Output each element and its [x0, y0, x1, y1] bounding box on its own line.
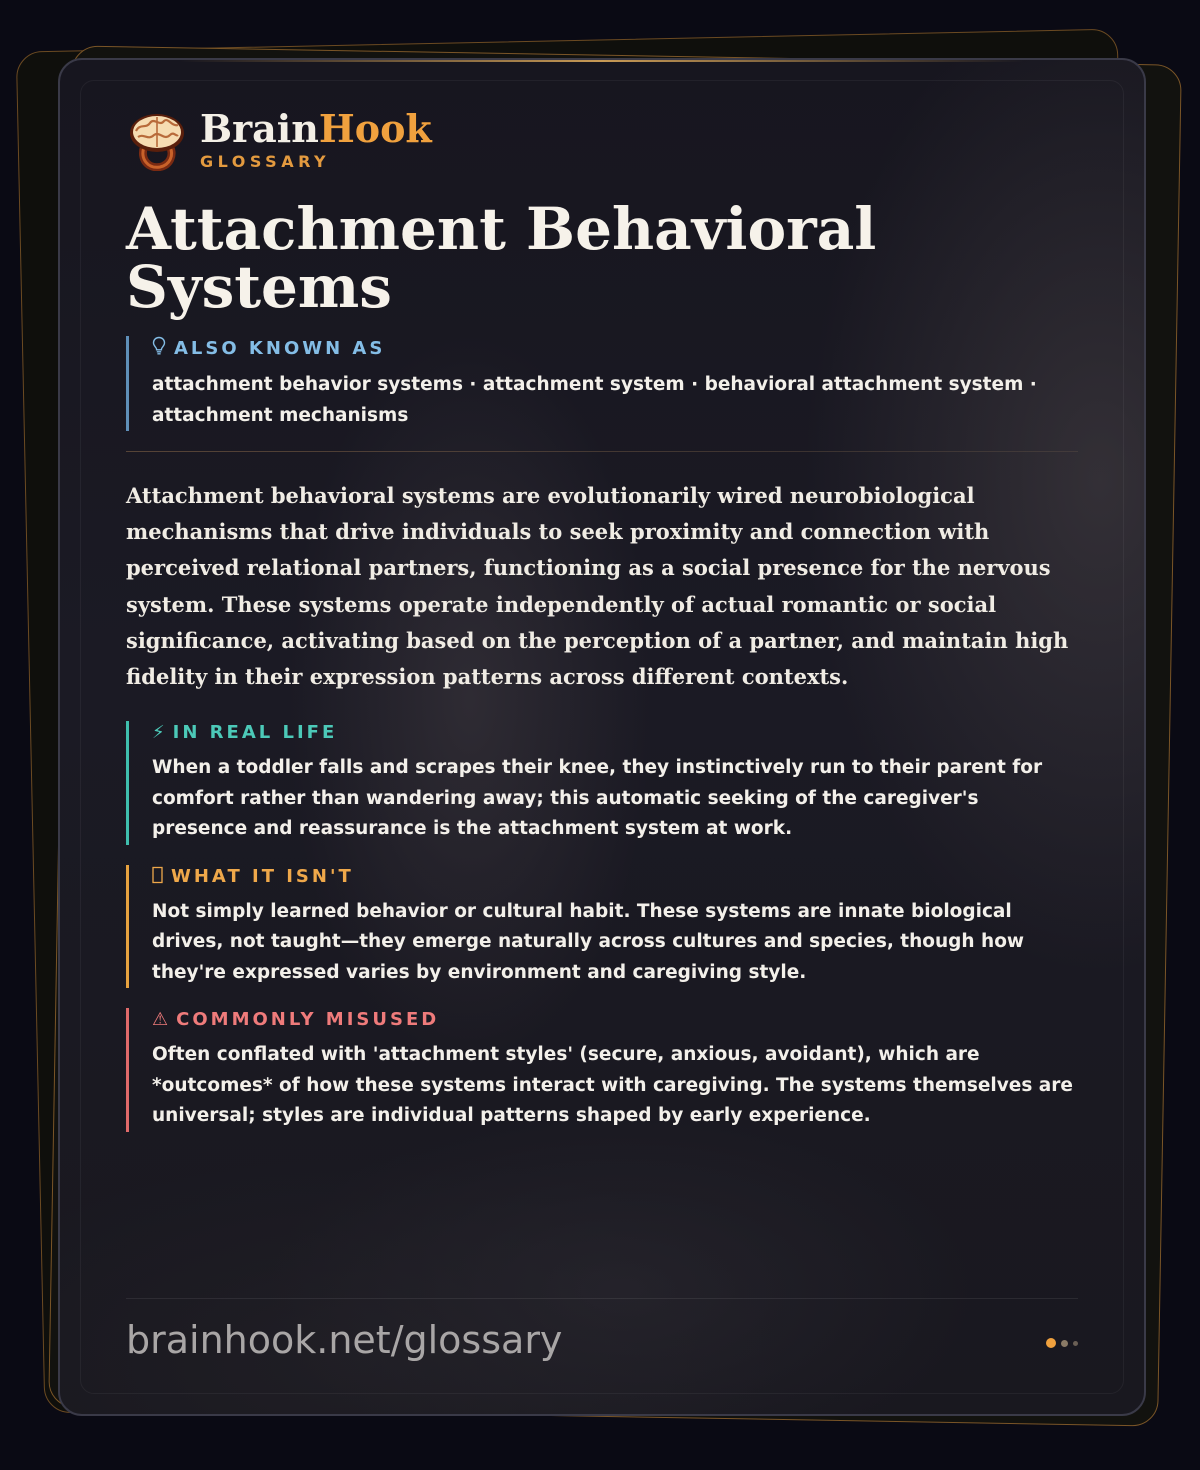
pagination-dot: [1061, 1340, 1068, 1347]
brand-name: [200, 106, 432, 151]
brand-name-part1: Brain: [200, 106, 319, 151]
card-content: [126, 104, 1078, 1132]
commonly-misused-section: [126, 1008, 1078, 1132]
definition-text: Attachment behavioral systems are evolutionarily wired neurobiological mechanisms that drive individuals to seek proximity and connection with perceived relational partners, functioning as a social presence for the nervous system. These systems operate independently of actual romantic or social significance, activating based on the perception of a partner, and maintain high fidelity in their expression patterns across different contexts.: [126, 483, 1069, 690]
brand-name-part2: Hook: [318, 106, 432, 151]
also-known-as-section: [126, 336, 1078, 431]
what-it-isnt-text: Not simply learned behavior or cultural habit. These systems are innate biological drives, not taught—they emerge naturally across cultures and species, though how they're expressed varies by environment and caregiving style.: [152, 900, 1025, 983]
also-known-as-heading: [152, 336, 1078, 361]
brand-subtitle: GLOSSARY: [200, 152, 331, 171]
section-divider: [126, 451, 1078, 452]
also-known-as-label: ALSO KNOWN AS: [174, 338, 386, 359]
commonly-misused-label: COMMONLY MISUSED: [176, 1009, 440, 1031]
pagination-dot: [1073, 1341, 1078, 1346]
footer-url[interactable]: brainhook.net/glossary: [126, 1318, 563, 1362]
pagination-dots: [1041, 1338, 1078, 1348]
glossary-card: [58, 58, 1146, 1416]
pagination-dot-active: [1046, 1338, 1056, 1348]
in-real-life-heading: [152, 721, 1078, 745]
commonly-misused-text: Often conflated with 'attachment styles' (secure, anxious, avoidant), which are *outcomes* of how these systems interact with caregiving. The systems themselves are universal; styles are individual patterns shaped by early experience.: [152, 1044, 1073, 1127]
brain-hook-logo-icon: [126, 109, 188, 171]
in-real-life-label: IN REAL LIFE: [172, 722, 338, 744]
brand-header: [126, 104, 1078, 176]
lightning-icon: ⚡: [152, 722, 165, 744]
commonly-misused-heading: [152, 1008, 1078, 1032]
unknown-glyph-icon: [152, 865, 163, 889]
in-real-life-text: When a toddler falls and scrapes their knee, they instinctively run to their parent for comfort rather than wandering away; this automatic seeking of the caregiver's presence and reassurance is the attachment system at work.: [152, 757, 1043, 840]
term-title: Attachment Behavioral Systems: [126, 195, 877, 321]
footer-divider: [126, 1298, 1078, 1299]
what-it-isnt-heading: [152, 865, 1078, 889]
also-known-as-text: attachment behavior systems · attachment system · behavioral attachment system · attachment mechanisms: [152, 374, 1037, 426]
what-it-isnt-section: [126, 865, 1078, 989]
lightbulb-icon: [152, 336, 166, 361]
warning-icon: ⚠: [152, 1009, 169, 1031]
what-it-isnt-label: WHAT IT ISN'T: [171, 865, 354, 887]
in-real-life-section: [126, 721, 1078, 845]
